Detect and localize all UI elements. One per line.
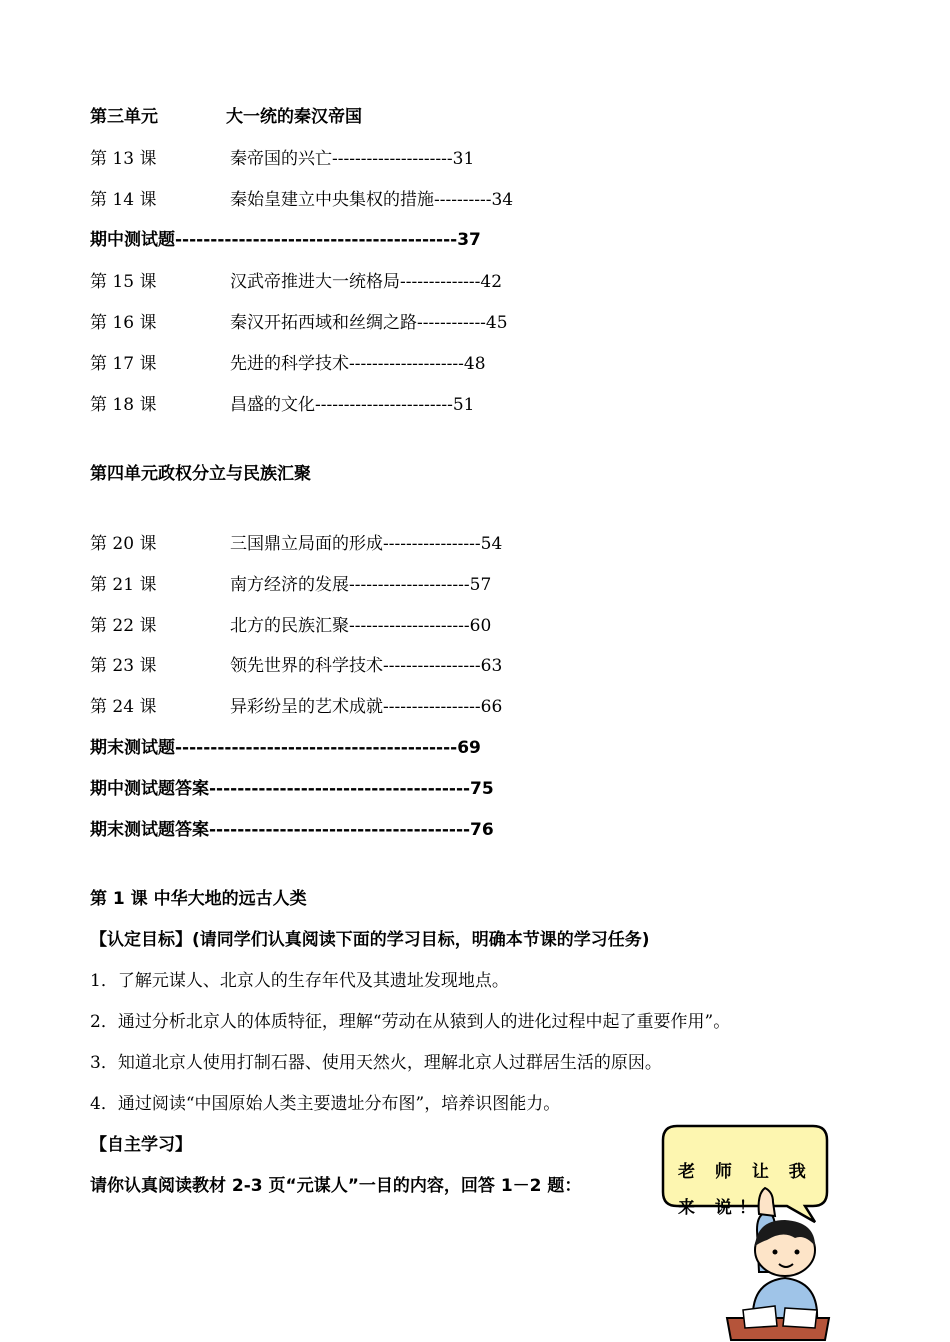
toc-entry-17 <box>90 353 486 375</box>
lesson-title: 南方经济的发展---------------------57 <box>230 575 492 595</box>
lesson-number: 第 21 课 <box>90 575 157 595</box>
lesson-title: 秦汉开拓西域和丝绸之路------------45 <box>230 313 508 333</box>
lesson-title: 汉武帝推进大一统格局--------------42 <box>230 272 503 292</box>
goal-item-1: 1．了解元谋人、北京人的生存年代及其遗址发现地点。 <box>90 971 509 991</box>
toc-final-answers: 期末测试题答案-------------------------------------76 <box>90 820 494 840</box>
lesson-number: 第 20 课 <box>90 534 157 554</box>
goals-heading: 【认定目标】(请同学们认真阅读下面的学习目标，明确本节课的学习任务) <box>90 930 650 950</box>
lesson-title: 先进的科学技术--------------------48 <box>230 354 486 374</box>
lesson-number: 第 18 课 <box>90 395 157 415</box>
lesson-title: 异彩纷呈的艺术成就-----------------66 <box>230 697 503 717</box>
toc-entry-24 <box>90 696 502 718</box>
lesson-title: 领先世界的科学技术-----------------63 <box>230 656 503 676</box>
instruction-text: 请你认真阅读教材 2-3 页“元谋人”一目的内容，回答 1－2 题： <box>90 1176 582 1196</box>
lesson-title: 昌盛的文化------------------------51 <box>230 395 475 415</box>
toc-entry-20 <box>90 533 502 555</box>
toc-entry-23 <box>90 655 502 677</box>
lesson-number: 第 22 课 <box>90 616 157 636</box>
toc-midterm: 期中测试题----------------------------------------37 <box>90 230 481 250</box>
toc-entry-16 <box>90 312 508 334</box>
unit3-label: 第三单元 <box>90 107 158 127</box>
unit4-heading: 第四单元政权分立与民族汇聚 <box>90 464 311 484</box>
lesson-title: 三国鼎立局面的形成-----------------54 <box>230 534 503 554</box>
lesson-number: 第 15 课 <box>90 272 157 292</box>
toc-entry-14 <box>90 189 513 211</box>
unit3-heading <box>90 106 362 128</box>
unit3-title: 大一统的秦汉帝国 <box>226 107 362 127</box>
goal-item-3: 3．知道北京人使用打制石器、使用天然火，理解北京人过群居生活的原因。 <box>90 1053 662 1073</box>
lesson-number: 第 14 课 <box>90 190 157 210</box>
self-study-heading: 【自主学习】 <box>90 1135 192 1155</box>
lesson-title: 秦帝国的兴亡---------------------31 <box>230 149 475 169</box>
lesson-title: 北方的民族汇聚---------------------60 <box>230 616 492 636</box>
toc-midterm-answers: 期中测试题答案-------------------------------------75 <box>90 779 494 799</box>
lesson-number: 第 24 课 <box>90 697 157 717</box>
toc-entry-13 <box>90 148 474 170</box>
lesson-number: 第 13 课 <box>90 149 157 169</box>
lesson-number: 第 23 课 <box>90 656 157 676</box>
toc-entry-15 <box>90 271 502 293</box>
lesson-title: 秦始皇建立中央集权的措施----------34 <box>230 190 514 210</box>
lesson1-title: 第 1 课 中华大地的远古人类 <box>90 889 307 909</box>
toc-entry-21 <box>90 574 491 596</box>
toc-entry-22 <box>90 615 491 637</box>
lesson-number: 第 17 课 <box>90 354 157 374</box>
speech-bubble-text: 老 师 让 我 来 说！ <box>678 1162 813 1218</box>
toc-entry-18 <box>90 394 475 416</box>
goal-item-2: 2．通过分析北京人的体质特征，理解“劳动在从猿到人的进化过程中起了重要作用”。 <box>90 1012 731 1032</box>
lesson-number: 第 16 课 <box>90 313 157 333</box>
toc-final: 期末测试题----------------------------------------69 <box>90 738 481 758</box>
goal-item-4: 4．通过阅读“中国原始人类主要遗址分布图”，培养识图能力。 <box>90 1094 561 1114</box>
